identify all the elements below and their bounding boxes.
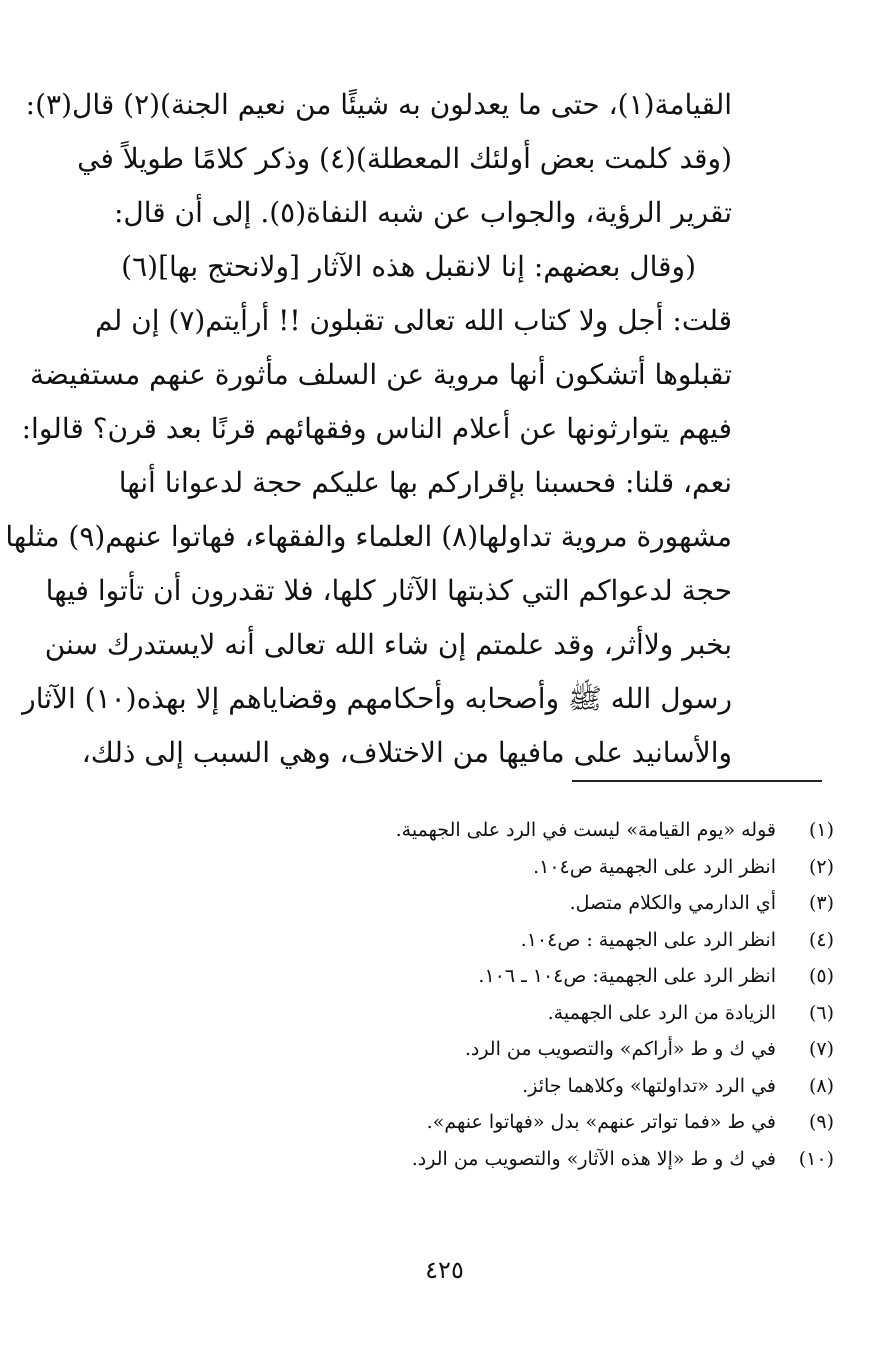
text-line: حجة لدعواكم التي كذبتها الآثار كلها، فلا تقدرون أن تأتوا فيها [45,574,732,607]
footnote [300,922,834,959]
footnote-number: (٨) [808,1074,834,1097]
text-line: والأسانيد على مافيها من الاختلاف، وهي السبب إلى ذلك، [81,736,732,769]
footnote-number: (١) [808,819,834,841]
footnote-number: (٦) [808,1001,834,1024]
footnote-divider [572,780,822,782]
footnote-text: في ك و ط «أراكم» والتصويب من الرد. [464,1038,776,1060]
footnote-text: الزيادة من الرد على الجهمية. [547,1001,776,1024]
footnote-number: (٢) [808,855,834,878]
footnote-text: قوله «يوم القيامة» ليست في الرد على الجهمية. [395,819,776,841]
footnote [300,1068,834,1105]
text-line: قلت: أجل ولا كتاب الله تعالى تقبلون !! أرأيتم(٧) إن لم [95,304,732,337]
text-line: (وقال بعضهم: إنا لانقبل هذه الآثار [ولانحتج بها](٦) [121,250,696,283]
footnote-number: (٣) [808,892,834,914]
text-line: رسول الله ﷺ وأصحابه وأحكامهم وقضاياهم إلا بهذه(١٠) الآثار [22,682,732,715]
text-line: (وقد كلمت بعض أولئك المعطلة)(٤) وذكر كلامًا طويلاً في [77,142,732,175]
footnote-number: (٥) [808,965,834,987]
footnote-number: (٩) [808,1111,834,1133]
main-text [5,78,732,780]
footnote-number: (١٠) [798,1147,834,1170]
text-line: مشهورة مروية تداولها(٨) العلماء والفقهاء، فهاتوا عنهم(٩) مثلها [5,520,732,553]
footnote-text: انظر الرد على الجهمية : ص١٠٤. [520,928,776,951]
footnote [300,885,834,922]
text-line: فيهم يتوارثونها عن أعلام الناس وفقهائهم قرنًا بعد قرن؟ قالوا: [21,412,732,445]
footnote-text: أي الدارمي والكلام متصل. [569,892,776,914]
footnote [300,1031,834,1068]
footnote [300,812,834,849]
page-number: ٤٢٥ [425,1256,464,1284]
text-line: القيامة(١)، حتى ما يعدلون به شيئًا من نعيم الجنة)(٢) قال(٣): [25,88,732,121]
footnotes [300,812,834,1177]
text-line: تقبلوها أتشكون أنها مروية عن السلف مأثورة عنهم مستفيضة [29,358,732,391]
footnote-number: (٧) [808,1038,834,1060]
footnote [300,995,834,1032]
footnote-text: في ك و ط «إلا هذه الآثار» والتصويب من الرد. [411,1147,776,1170]
footnote-number: (٤) [808,928,834,951]
text-line: نعم، قلنا: فحسبنا بإقراركم بها عليكم حجة لدعوانا أنها [118,466,732,499]
footnote-text: في ط «فما تواتر عنهم» بدل «فهاتوا عنهم». [426,1111,776,1133]
footnote-text: انظر الرد على الجهمية ص١٠٤. [533,855,776,878]
footnote-text: انظر الرد على الجهمية: ص١٠٤ ـ ١٠٦. [478,965,776,987]
footnote-text: في الرد «تداولتها» وكلاهما جائز. [522,1074,776,1097]
footnote [300,1104,834,1141]
text-line: تقرير الرؤية، والجواب عن شبه النفاة(٥). إلى أن قال: [113,196,732,229]
text-line: بخبر ولاأثر، وقد علمتم إن شاء الله تعالى أنه لايستدرك سنن [44,628,732,661]
footnote [300,849,834,886]
footnote [300,1141,834,1178]
footnote [300,958,834,995]
